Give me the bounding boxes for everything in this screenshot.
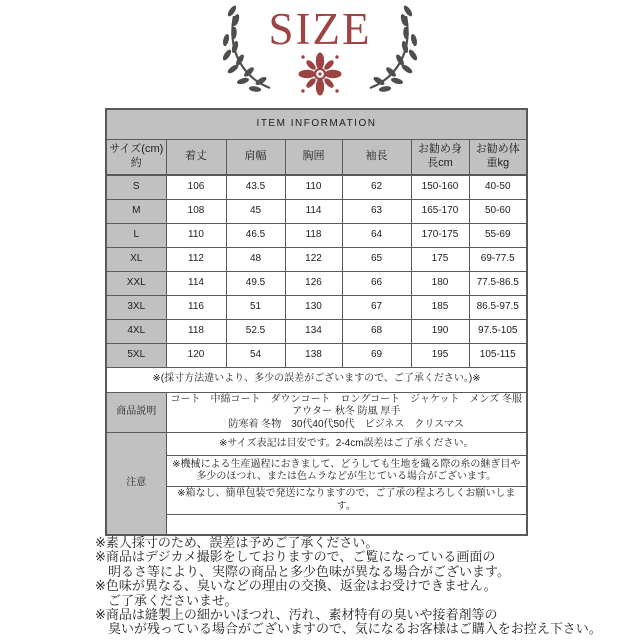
size-value-cell: 116: [166, 295, 226, 319]
size-value-cell: 110: [166, 223, 226, 247]
size-value-cell: 118: [285, 223, 342, 247]
size-value-cell: 65: [342, 247, 411, 271]
caution-row: [106, 433, 527, 456]
size-value-cell: 52.5: [226, 319, 285, 343]
size-value-cell: 51: [226, 295, 285, 319]
footnotes: [95, 536, 630, 637]
caution-item: ※サイズ表記は目安です。2-4cm誤差はご了承ください。: [166, 433, 527, 456]
size-value-cell: 54: [226, 343, 285, 367]
footnote-line: ※素人採寸のため、誤差は予めご了承ください。: [95, 535, 379, 550]
flower-icon: [299, 53, 342, 96]
size-value-cell: 69-77.5: [469, 247, 527, 271]
column-header: サイズ(cm) 約: [106, 140, 166, 176]
size-row: [106, 247, 527, 271]
size-value-cell: 106: [166, 175, 226, 199]
size-value-cell: 40-50: [469, 175, 527, 199]
size-row: [106, 343, 527, 367]
size-label-cell: XXL: [106, 271, 166, 295]
size-label-cell: 3XL: [106, 295, 166, 319]
size-value-cell: 64: [342, 223, 411, 247]
measurement-note: ※(採寸方法違いより、多少の誤差がございますので、ご了承ください。)※: [106, 367, 527, 392]
size-value-cell: 105-115: [469, 343, 527, 367]
note-row: [106, 367, 527, 392]
size-value-cell: 122: [285, 247, 342, 271]
size-label-cell: 4XL: [106, 319, 166, 343]
size-value-cell: 150-160: [411, 175, 469, 199]
size-row: [106, 295, 527, 319]
size-value-cell: 43.5: [226, 175, 285, 199]
size-value-cell: 50-60: [469, 199, 527, 223]
title-ornament: [0, 0, 640, 102]
column-header: お勧め体重kg: [469, 140, 527, 176]
size-row: [106, 199, 527, 223]
size-value-cell: 134: [285, 319, 342, 343]
size-value-cell: 114: [166, 271, 226, 295]
size-value-cell: 126: [285, 271, 342, 295]
footnote-line: ご了承くださいませ。: [95, 592, 238, 608]
footnote-line: ※商品は縫製上の細かいほつれ、汚れ、素材特有の臭いや接着剤等の: [95, 607, 498, 623]
column-header: 袖長: [342, 140, 411, 176]
column-header: 肩幅: [226, 140, 285, 176]
table-title: ITEM INFORMATION: [106, 109, 527, 140]
item-information-table: [105, 108, 528, 536]
size-value-cell: 86.5-97.5: [469, 295, 527, 319]
size-value-cell: 97.5-105: [469, 319, 527, 343]
size-label-cell: M: [106, 199, 166, 223]
size-value-cell: 190: [411, 319, 469, 343]
page-title: SIZE: [268, 4, 372, 54]
caution-empty-cell: [166, 515, 527, 536]
footnote-line: ※色味が異なる、臭いなどの理由の交換、返金はお受けできません。: [95, 578, 497, 594]
description-label: 商品説明: [106, 392, 166, 433]
description-row: [106, 392, 527, 433]
size-label-cell: S: [106, 175, 166, 199]
caution-label: 注意: [106, 433, 166, 536]
size-row: [106, 319, 527, 343]
caution-empty-row: [106, 515, 527, 536]
size-row: [106, 223, 527, 247]
size-row: [106, 175, 527, 199]
size-value-cell: 68: [342, 319, 411, 343]
size-value-cell: 46.5: [226, 223, 285, 247]
caution-row: [106, 456, 527, 487]
column-header-row: [106, 140, 527, 176]
size-value-cell: 49.5: [226, 271, 285, 295]
column-header: 着丈: [166, 140, 226, 176]
column-header: お勧め身長cm: [411, 140, 469, 176]
size-value-cell: 120: [166, 343, 226, 367]
footnote-line: ※商品はデジカメ撮影をしておりますので、ご覧になっている画面の: [95, 549, 496, 565]
size-value-cell: 118: [166, 319, 226, 343]
size-value-cell: 175: [411, 247, 469, 271]
size-label-cell: 5XL: [106, 343, 166, 367]
table-title-row: [106, 109, 527, 140]
column-header: 胸囲: [285, 140, 342, 176]
size-row: [106, 271, 527, 295]
size-value-cell: 108: [166, 199, 226, 223]
size-value-cell: 48: [226, 247, 285, 271]
size-value-cell: 67: [342, 295, 411, 319]
size-value-cell: 170-175: [411, 223, 469, 247]
size-value-cell: 138: [285, 343, 342, 367]
size-value-cell: 130: [285, 295, 342, 319]
description-line: コート 中綿コート ダウンコート ロングコート ジャケット メンズ 冬服 アウター 秋冬 防風 厚手: [170, 393, 522, 417]
size-label-cell: XL: [106, 247, 166, 271]
size-value-cell: 45: [226, 199, 285, 223]
caution-item: ※箱なし、簡単包装で発送になりますので、ご了承の程よろしくお願いします。: [166, 487, 527, 515]
description-content: [166, 392, 527, 433]
caution-item: ※機械による生産過程におきまして、どうしても生地を織る際の糸の継ぎ目や多少のほつれ、または色ムラなどが生じている場合がございます。: [166, 456, 527, 487]
size-value-cell: 77.5-86.5: [469, 271, 527, 295]
size-value-cell: 195: [411, 343, 469, 367]
size-value-cell: 66: [342, 271, 411, 295]
description-line: 防寒着 冬物 30代40代50代 ビジネス クリスマス: [228, 418, 464, 430]
size-label-cell: L: [106, 223, 166, 247]
size-value-cell: 114: [285, 199, 342, 223]
size-value-cell: 110: [285, 175, 342, 199]
size-value-cell: 69: [342, 343, 411, 367]
size-value-cell: 63: [342, 199, 411, 223]
size-value-cell: 180: [411, 271, 469, 295]
size-value-cell: 62: [342, 175, 411, 199]
size-value-cell: 112: [166, 247, 226, 271]
size-value-cell: 165-170: [411, 199, 469, 223]
footnote-line: 明るさ等により、実際の商品と多少色味が異なる場合がございます。: [95, 563, 510, 579]
caution-row: [106, 487, 527, 515]
size-value-cell: 55-69: [469, 223, 527, 247]
size-value-cell: 185: [411, 295, 469, 319]
footnote-line: 臭いが残っている場合がございますので、気になるお客様はご購入をお控え下さい。: [95, 621, 602, 637]
